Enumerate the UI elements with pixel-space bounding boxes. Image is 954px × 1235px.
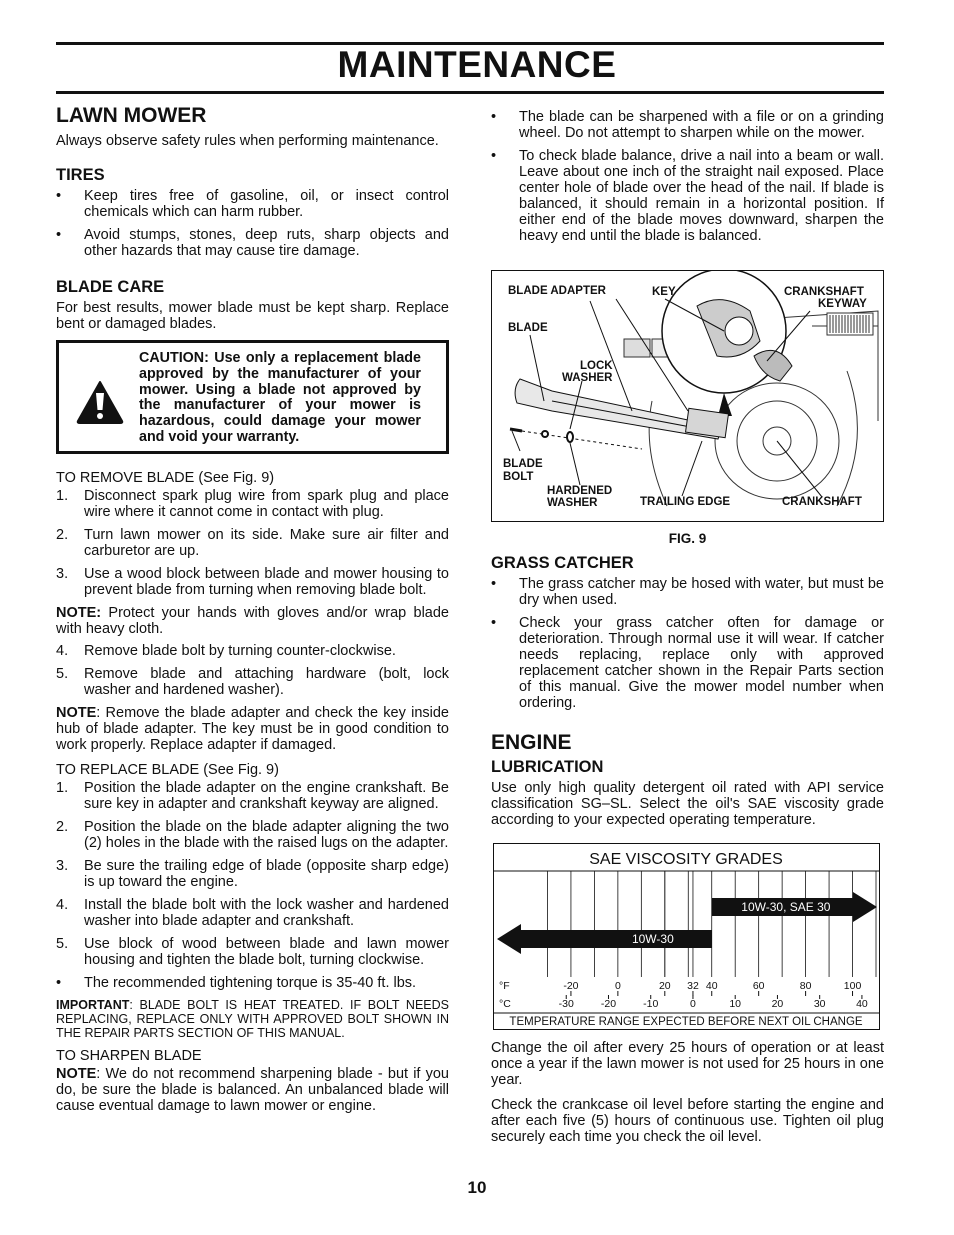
header-bottom-rule xyxy=(56,91,884,94)
viscosity-bar xyxy=(497,924,712,954)
c-tick-label: 0 xyxy=(690,998,696,1010)
replace-blade-heading: TO REPLACE BLADE (See Fig. 9) xyxy=(56,762,279,778)
change-oil-text: Change the oil after every 25 hours of operation or at least once a year if the lawn mower is not used for 25 hours in one year. xyxy=(491,1040,884,1088)
f-tick-label: 32 xyxy=(687,980,699,992)
list-item: 2. Turn lawn mower on its side. Make sure air filter and carburetor are up. xyxy=(56,527,449,559)
warning-triangle-icon xyxy=(76,380,124,424)
list-item: 5. Remove blade and attaching hardware (bolt, lock washer and hardened washer). xyxy=(56,666,449,698)
list-item: 4. Install the blade bolt with the lock washer and hardened washer into blade adapter and crankshaft. xyxy=(56,897,449,929)
sharpen-blade-heading: TO SHARPEN BLADE xyxy=(56,1048,202,1064)
fahrenheit-label: °F xyxy=(499,980,510,992)
chart-grid xyxy=(547,871,876,977)
list-item: 1. Disconnect spark plug wire from spark plug and place wire where it cannot come in contact with plug. xyxy=(56,488,449,520)
list-item: • The grass catcher may be hosed with water, but must be dry when used. xyxy=(491,576,884,608)
list-item: • To check blade balance, drive a nail into a beam or wall. Leave about one inch of the straight nail exposed. Place center hole of blade over the head of the nail. If blade is balanced, it should remain in a horizontal position. If either end of the blade moves downward, sharpen the heavy end until the blade is balanced. xyxy=(491,148,884,244)
sae-viscosity-chart xyxy=(493,843,880,1030)
lubrication-text: Use only high quality detergent oil rated with API service classification SG–SL. Select the oil's SAE viscosity grade according to your expected operating temperature. xyxy=(491,780,884,828)
right-column-bottom xyxy=(491,553,884,834)
list-item: 5. Use block of wood between blade and lawn mower housing and tighten the blade bolt, turning clockwise. xyxy=(56,936,449,968)
c-tick-label: -10 xyxy=(643,998,659,1010)
page-title: MAINTENANCE xyxy=(337,44,617,85)
right-column-top xyxy=(491,109,884,251)
list-item: • Avoid stumps, stones, deep ruts, sharp objects and other hazards that may cause tire damage. xyxy=(56,227,449,259)
chart-title: SAE VISCOSITY GRADES xyxy=(589,851,783,868)
list-item: 3. Use a wood block between blade and mower housing to prevent blade from turning when removing blade bolt. xyxy=(56,566,449,598)
list-item: • The recommended tightening torque is 35-40 ft. lbs. xyxy=(56,975,449,991)
chart-c-ticks xyxy=(559,995,868,1010)
lawn-mower-heading: LAWN MOWER xyxy=(56,104,207,127)
f-tick-label: -20 xyxy=(563,980,579,992)
label-blade-bolt-1: BLADE xyxy=(503,458,543,470)
remove-note-2: NOTE: Remove the blade adapter and check the key inside hub of blade adapter. The key must be in good condition to work properly. Replace adapter if damaged. xyxy=(56,705,449,753)
blade-care-intro: For best results, mower blade must be kept sharp. Replace bent or damaged blades. xyxy=(56,300,449,332)
remove-blade-heading: TO REMOVE BLADE (See Fig. 9) xyxy=(56,470,275,486)
f-tick-label: 100 xyxy=(843,980,862,992)
label-crankshaft-keyway-2: KEYWAY xyxy=(818,298,867,310)
tires-heading: TIRES xyxy=(56,166,105,184)
label-crankshaft: CRANKSHAFT xyxy=(782,496,862,508)
f-tick-label: 80 xyxy=(799,980,812,992)
f-tick-label: 0 xyxy=(614,980,621,992)
replace-steps xyxy=(56,780,449,968)
caution-text: CAUTION: Use only a replacement blade approved by the manufacturer of your mower. Using a blade not approved by the manufacturer of your mower is hazardous, could damage your mower and void your warranty. xyxy=(139,350,421,445)
f-tick-label: 60 xyxy=(752,980,765,992)
figure-caption: FIG. 9 xyxy=(668,531,707,546)
remove-steps xyxy=(56,488,449,598)
grass-catcher-list xyxy=(491,576,884,711)
chart-footer: TEMPERATURE RANGE EXPECTED BEFORE NEXT OIL CHANGE xyxy=(509,1016,863,1028)
label-lock-washer-1: LOCK xyxy=(580,360,613,372)
label-blade-adapter: BLADE ADAPTER xyxy=(508,285,606,297)
c-tick-label: 30 xyxy=(813,998,826,1010)
remove-steps-2 xyxy=(56,643,449,698)
c-tick-label: -20 xyxy=(600,998,617,1010)
list-item: 3. Be sure the trailing edge of blade (opposite sharp edge) is up toward the engine. xyxy=(56,858,449,890)
label-crankshaft-keyway-1: CRANKSHAFT xyxy=(784,286,864,298)
lubrication-heading: LUBRICATION xyxy=(491,758,604,776)
left-column xyxy=(56,104,449,1120)
grass-catcher-heading: GRASS CATCHER xyxy=(491,554,634,572)
sharpen-list xyxy=(491,109,884,244)
check-oil-text: Check the crankcase oil level before starting the engine and after each five (5) hours of continuous use. Tighten oil plug securely each time you check the oil level. xyxy=(491,1097,884,1145)
celsius-label: °C xyxy=(499,998,511,1010)
c-tick-label: -30 xyxy=(558,998,574,1010)
blade-care-heading: BLADE CARE xyxy=(56,278,165,296)
c-tick-label: 10 xyxy=(729,998,742,1010)
c-tick-label: 40 xyxy=(856,998,868,1010)
c-tick-label: 20 xyxy=(771,998,784,1010)
sharpen-note: NOTE: We do not recommend sharpening blade - but if you do, be sure the blade is balanced. An unbalanced blade will cause eventual damage to lawn mower or engine. xyxy=(56,1066,449,1114)
page-number: 10 xyxy=(467,1178,487,1197)
label-hardened-washer-2: WASHER xyxy=(547,497,598,509)
list-item: • Check your grass catcher often for damage or deterioration. Through normal use it will wear. If catcher needs replacing, replace only with approved replacement catcher shown in the Repair Parts section of this manual. Give the mower model number when ordering. xyxy=(491,615,884,711)
f-tick-label: 20 xyxy=(658,980,671,992)
label-lock-washer-2: WASHER xyxy=(562,372,613,384)
label-hardened-washer-1: HARDENED xyxy=(547,485,613,497)
label-blade-bolt-2: BOLT xyxy=(503,471,534,483)
viscosity-chart-svg xyxy=(494,844,879,1029)
important-note: IMPORTANT: BLADE BOLT IS HEAT TREATED. IF BOLT NEEDS REPLACING, REPLACE ONLY WITH APPROVED BOLT SHOWN IN THE REPAIR PARTS SECTION OF THIS MANUAL. xyxy=(56,998,449,1040)
chart-f-ticks xyxy=(563,980,861,996)
list-item: • Keep tires free of gasoline, oil, or insect control chemicals which can harm rubber. xyxy=(56,188,449,220)
lawn-mower-intro: Always observe safety rules when performing maintenance. xyxy=(56,133,439,149)
list-item: 4. Remove blade bolt by turning counter-clockwise. xyxy=(56,643,396,659)
viscosity-bar-label: 10W-30 xyxy=(631,932,674,946)
f-tick-label: 40 xyxy=(705,980,718,992)
engine-heading: ENGINE xyxy=(491,731,572,754)
label-blade: BLADE xyxy=(508,322,548,334)
label-trailing-edge: TRAILING EDGE xyxy=(640,496,731,508)
caution-box xyxy=(56,340,449,454)
blade-assembly-figure xyxy=(491,270,884,522)
remove-note-1: NOTE: Protect your hands with gloves and/or wrap blade with heavy cloth. xyxy=(56,605,449,637)
list-item: 1. Position the blade adapter on the engine crankshaft. Be sure key in adapter and crankshaft keyway are aligned. xyxy=(56,780,449,812)
viscosity-bar-label: 10W-30, SAE 30 xyxy=(741,900,831,914)
list-item: 2. Position the blade on the blade adapter aligning the two (2) holes in the blade with the raised lugs on the adapter. xyxy=(56,819,449,851)
label-key: KEY xyxy=(652,286,676,298)
torque-list xyxy=(56,975,449,991)
tires-list xyxy=(56,188,449,259)
list-item: • The blade can be sharpened with a file or on a grinding wheel. Do not attempt to sharpen while on the mower. xyxy=(491,109,884,141)
oil-paragraphs xyxy=(491,1040,884,1151)
chart-bars xyxy=(497,892,877,954)
